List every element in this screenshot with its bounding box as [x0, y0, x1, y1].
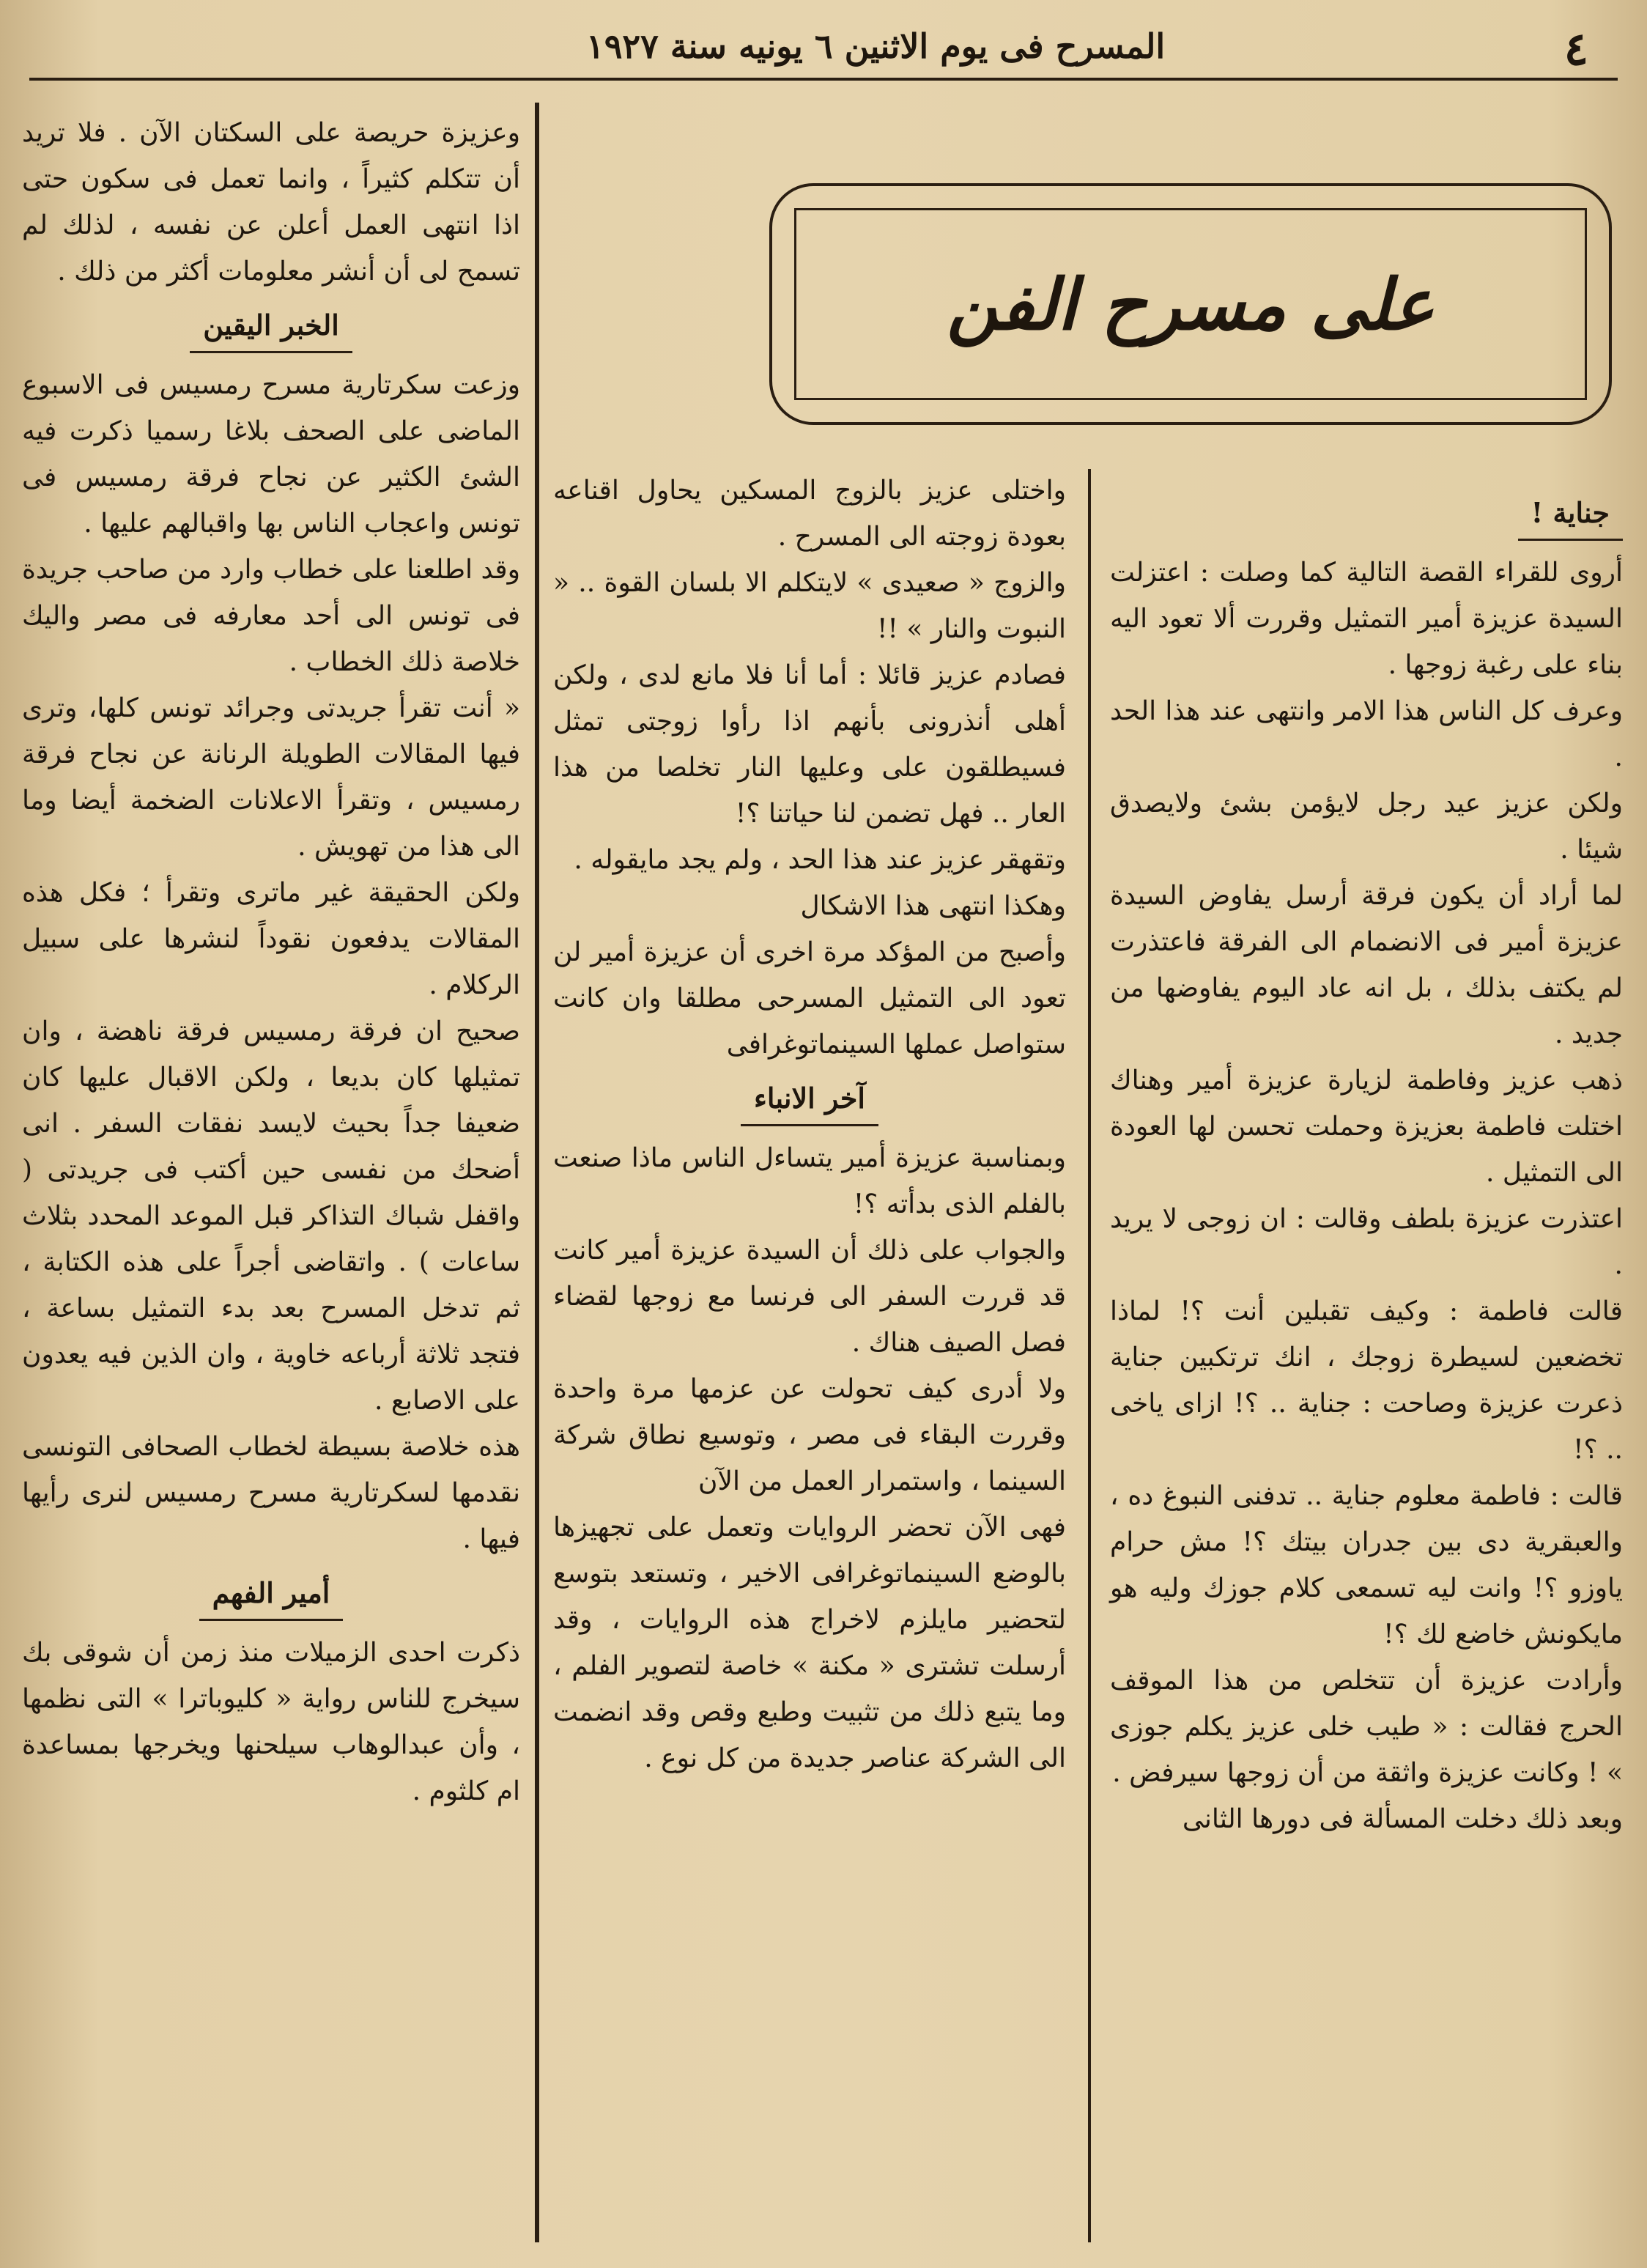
article-paragraph: ولا أدرى كيف تحولت عن عزمها مرة واحدة وقررت البقاء فى مصر ، وتوسيع نطاق شركة السينما ، واستمرار العمل من الآن — [553, 1374, 1066, 1496]
page-number: ٤ — [1563, 22, 1588, 75]
article-paragraph: قالت فاطمة : وكيف تقبلين أنت ؟! لماذا تخضعين لسيطرة زوجك ، انك ترتكبين جناية ذعرت عزيزة وصاحت : جناية .. ؟! ازاى ياخى .. ؟! — [1110, 1296, 1623, 1465]
understanding-prince-heading-text: أمير الفهم — [199, 1570, 344, 1621]
certain-news-heading-text: الخبر اليقين — [190, 302, 352, 353]
middle-column — [553, 468, 1066, 1781]
right-column-heading-text: جناية ! — [1518, 490, 1623, 541]
article-paragraph: صحيح ان فرقة رمسيس فرقة ناهضة ، وان تمثيلها كان بديعا ، ولكن الاقبال عليها كان ضعيفا جداً بحيث لايسد نفقات السفر . انى أضحك من نفسى حين أكتب فى جريدتى ( واقفل شباك التذاكر قبل الموعد المحدد بثلاث ساعات ) . واتقاضى أجراً على هذه الكتابة ، ثم تدخل المسرح بعد بدء التمثيل بساعة ، فتجد ثلاثة أرباعه خاوية ، وان الذين فيه يعدون على الاصابع . — [22, 1016, 520, 1416]
article-paragraph: فصادم عزيز قائلا : أما أنا فلا مانع لدى ، ولكن أهلى أنذرونى بأنهم اذا رأوا زوجتى تمثل فسيطلقون على وعليها النار تخلصا من هذا العار .. فهل تضمن لنا حياتنا ؟! — [553, 660, 1066, 829]
article-paragraph: فهى الآن تحضر الروايات وتعمل على تجهيزها بالوضع السينماتوغرافى الاخير ، وتستعد بتوسع لتحضير مايلزم لاخراج هذه الروايات ، وقد أرسلت تشترى « مكنة » خاصة لتصوير الفلم ، وما يتبع ذلك من تثبيت وطبع وقص وقد انضمت الى الشركة عناصر جديدة من كل نوع . — [553, 1512, 1066, 1773]
masthead-rule — [29, 78, 1618, 81]
certain-news-heading — [22, 302, 520, 353]
article-paragraph: وعزيزة حريصة على السكتان الآن . فلا تريد أن تتكلم كثيراً ، وانما تعمل فى سكون حتى اذا انتهى العمل أعلن عن نفسه ، لذلك لم تسمح لى أن أنشر معلومات أكثر من ذلك . — [22, 118, 520, 287]
article-paragraph: وعرف كل الناس هذا الامر وانتهى عند هذا الحد . — [1110, 696, 1623, 772]
article-paragraph: ولكن عزيز عيد رجل لايؤمن بشئ ولايصدق شيئا . — [1110, 788, 1623, 865]
article-paragraph: « أنت تقرأ جريدتى وجرائد تونس كلها، وترى فيها المقالات الطويلة الرنانة عن نجاح فرقة رمسيس ، وتقرأ الاعلانات الضخمة أيضا وما الى هذا من تهويش . — [22, 693, 520, 862]
right-column — [1110, 482, 1623, 1842]
latest-news-heading-text: آخر الانباء — [741, 1075, 878, 1126]
column-divider-left — [535, 103, 539, 2242]
article-paragraph: وتقهقر عزيز عند هذا الحد ، ولم يجد مايقوله . — [574, 845, 1066, 875]
article-paragraph: وبمناسبة عزيزة أمير يتساءل الناس ماذا صنعت بالفلم الذى بدأته ؟! — [553, 1143, 1066, 1219]
masthead — [29, 15, 1618, 81]
article-paragraph: والزوج « صعيدى » لايتكلم الا بلسان القوة .. « النبوت والنار » !! — [553, 568, 1066, 644]
left-column — [22, 110, 520, 1814]
article-paragraph: وزعت سكرتارية مسرح رمسيس فى الاسبوع الماضى على الصحف بلاغا رسميا ذكرت فيه الشئ الكثير عن نجاح فرقة رمسيس فى تونس واعجاب الناس بها واقبالهم عليها . — [22, 370, 520, 539]
article-title: على مسرح الفن — [947, 262, 1435, 346]
article-paragraph: وأصبح من المؤكد مرة اخرى أن عزيزة أمير لن تعود الى التمثيل المسرحى مطلقا وان كانت ستواصل عملها السينماتوغرافى — [553, 937, 1066, 1060]
article-paragraph: وهكذا انتهى هذا الاشكال — [800, 891, 1066, 921]
article-paragraph: لما أراد أن يكون فرقة أرسل يفاوض السيدة عزيزة أمير فى الانضمام الى الفرقة فاعتذرت لم يكتف بذلك ، بل انه عاد اليوم يفاوضها من جديد . — [1110, 881, 1623, 1049]
article-paragraph: ولكن الحقيقة غير ماترى وتقرأ ؛ فكل هذه المقالات يدفعون نقوداً لنشرها على سبيل الركلام . — [22, 878, 520, 1000]
article-paragraph: وأرادت عزيزة أن تتخلص من هذا الموقف الحرج فقالت : « طيب خلى عزيز يكلم جوزى » ! وكانت عزيزة واثقة من أن زوجها سيرفض . — [1110, 1666, 1623, 1788]
article-paragraph: وبعد ذلك دخلت المسألة فى دورها الثانى — [1182, 1804, 1623, 1834]
latest-news-heading — [553, 1075, 1066, 1126]
understanding-prince-heading — [22, 1570, 520, 1621]
article-paragraph: والجواب على ذلك أن السيدة عزيزة أمير كانت قد قررت السفر الى فرنسا مع زوجها لقضاء فصل الصيف هناك . — [553, 1235, 1066, 1358]
article-paragraph: قالت : فاطمة معلوم جناية .. تدفنى النبوغ ده ، والعبقرية دى بين جدران بيتك ؟! مش حرام ياوزو ؟! وانت ليه تسمعى كلام جوزك وليه هو مايكونش خاضع لك ؟! — [1110, 1481, 1623, 1650]
article-paragraph: وقد اطلعنا على خطاب وارد من صاحب جريدة فى تونس الى أحد معارفه فى مصر واليك خلاصة ذلك الخطاب . — [22, 555, 520, 677]
article-title-inner-frame — [794, 208, 1587, 400]
article-paragraph: واختلى عزيز بالزوج المسكين يحاول اقناعه بعودة زوجته الى المسرح . — [553, 476, 1066, 552]
masthead-title: المسرح فى يوم الاثنين ٦ يونيه سنة ١٩٢٧ — [586, 26, 1166, 66]
article-paragraph: اعتذرت عزيزة بلطف وقالت : ان زوجى لا يريد . — [1110, 1204, 1623, 1280]
article-paragraph: أروى للقراء القصة التالية كما وصلت : اعتزلت السيدة عزيزة أمير التمثيل وقررت ألا تعود اليه بناء على رغبة زوجها . — [1110, 558, 1623, 680]
article-title-frame — [769, 183, 1612, 425]
article-paragraph: ذكرت احدى الزميلات منذ زمن أن شوقى بك سيخرج للناس رواية « كليوباترا » التى نظمها ، وأن عبدالوهاب سيلحنها ويخرجها بمساعدة ام كلثوم . — [22, 1638, 520, 1806]
article-paragraph: هذه خلاصة بسيطة لخطاب الصحافى التونسى نقدمها لسكرتارية مسرح رمسيس لنرى رأيها فيها . — [22, 1432, 520, 1554]
article-paragraph: ذهب عزيز وفاطمة لزيارة عزيزة أمير وهناك اختلت فاطمة بعزيزة وحملت تحسن لها العودة الى التمثيل . — [1110, 1065, 1623, 1188]
right-column-heading — [1110, 490, 1623, 541]
column-divider-right — [1088, 469, 1091, 2242]
